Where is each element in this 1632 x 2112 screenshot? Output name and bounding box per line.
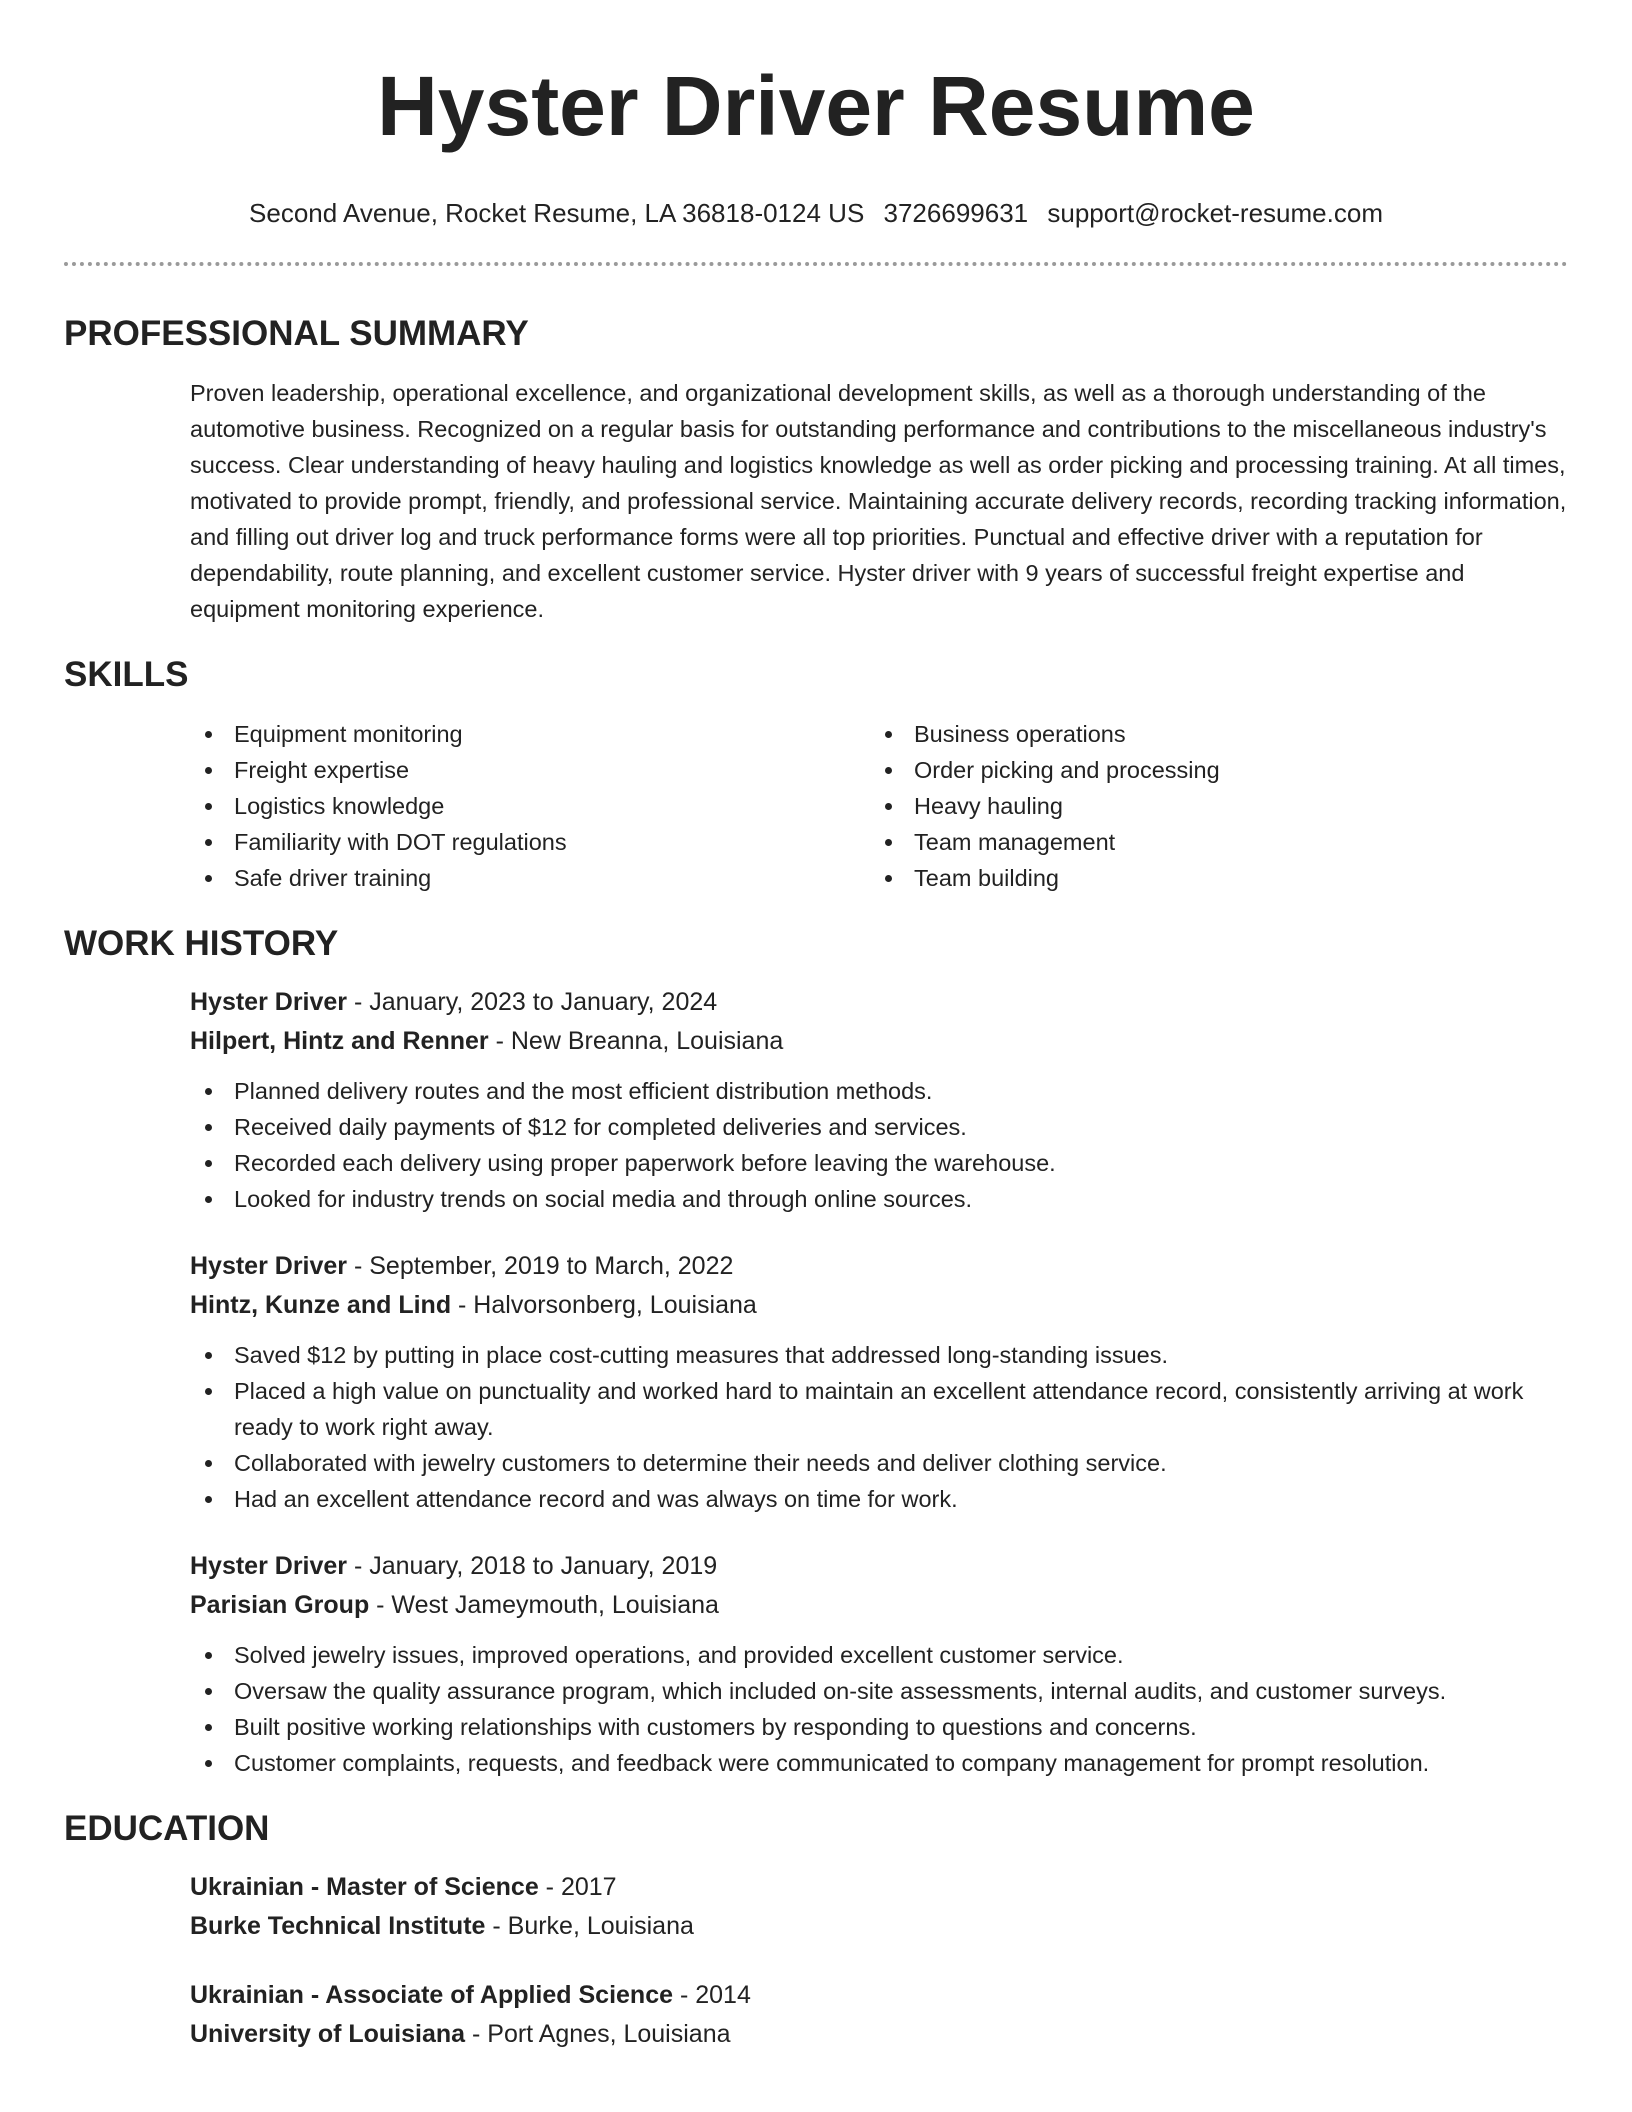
education-degree-line [190, 1868, 1568, 1907]
contact-email: support@rocket-resume.com [1047, 198, 1383, 228]
resume-title: Hyster Driver Resume [377, 59, 1255, 153]
skill-item: Business operations [870, 716, 1550, 752]
job-company-line [190, 1586, 1568, 1625]
header-divider [64, 262, 1568, 266]
education-year: - 2014 [673, 1981, 751, 2009]
job-bullet: Looked for industry trends on social media and through online sources. [190, 1181, 1568, 1217]
education-heading: EDUCATION [64, 1809, 270, 1848]
skill-item: Team building [870, 860, 1550, 896]
skill-item: Team management [870, 824, 1550, 860]
education-location: - Burke, Louisiana [485, 1912, 694, 1940]
job-title-line [190, 1547, 1568, 1586]
job-entry [190, 1247, 1568, 1517]
education-location: - Port Agnes, Louisiana [465, 2020, 731, 2048]
resume-page [64, 0, 1568, 2054]
education-degree: Ukrainian - Associate of Applied Science [190, 1981, 674, 2009]
skills-section [64, 653, 1568, 896]
job-dates: - January, 2023 to January, 2024 [347, 988, 718, 1016]
job-bullet: Collaborated with jewelry customers to determine their needs and deliver clothing service. [190, 1445, 1568, 1481]
job-company: Hilpert, Hintz and Renner [190, 1027, 489, 1055]
education-entry [190, 1976, 1568, 2054]
education-school-line [190, 1907, 1568, 1946]
job-bullet: Saved $12 by putting in place cost-cutting measures that addressed long-standing issues. [190, 1337, 1568, 1373]
education-entry [190, 1868, 1568, 1946]
skill-item: Familiarity with DOT regulations [190, 824, 870, 860]
job-bullets [190, 1337, 1568, 1517]
job-location: - West Jameymouth, Louisiana [369, 1591, 719, 1619]
education-school: Burke Technical Institute [190, 1912, 486, 1940]
skill-item: Freight expertise [190, 752, 870, 788]
job-location: - New Breanna, Louisiana [488, 1027, 784, 1055]
job-company: Parisian Group [190, 1591, 370, 1619]
skill-item: Safe driver training [190, 860, 870, 896]
job-bullet: Planned delivery routes and the most efficient distribution methods. [190, 1073, 1568, 1109]
education-year: - 2017 [538, 1873, 617, 1901]
job-dates: - September, 2019 to March, 2022 [347, 1252, 734, 1280]
job-bullets [190, 1073, 1568, 1217]
contact-address: Second Avenue, Rocket Resume, LA 36818-0124 US [249, 198, 865, 228]
summary-heading: PROFESSIONAL SUMMARY [64, 314, 529, 353]
job-bullet: Solved jewelry issues, improved operations, and provided excellent customer service. [190, 1637, 1568, 1673]
skills-list-left [190, 716, 870, 896]
skill-item: Logistics knowledge [190, 788, 870, 824]
skill-item: Order picking and processing [870, 752, 1550, 788]
job-bullet: Placed a high value on punctuality and worked hard to maintain an excellent attendance record, consistently arriving at work ready to work right away. [190, 1373, 1568, 1445]
job-bullet: Customer complaints, requests, and feedback were communicated to company management for prompt resolution. [190, 1745, 1568, 1781]
skill-item: Heavy hauling [870, 788, 1550, 824]
education-school: University of Louisiana [190, 2020, 466, 2048]
job-bullet: Built positive working relationships with customers by responding to questions and concerns. [190, 1709, 1568, 1745]
job-bullet: Oversaw the quality assurance program, which included on-site assessments, internal audits, and customer surveys. [190, 1673, 1568, 1709]
job-bullet: Recorded each delivery using proper paperwork before leaving the warehouse. [190, 1145, 1568, 1181]
contact-phone: 3726699631 [883, 198, 1029, 228]
job-entry [190, 1547, 1568, 1781]
job-location: - Halvorsonberg, Louisiana [451, 1291, 757, 1319]
job-bullets [190, 1637, 1568, 1781]
education-degree-line [190, 1976, 1568, 2015]
job-bullet: Received daily payments of $12 for completed deliveries and services. [190, 1109, 1568, 1145]
job-dates: - January, 2018 to January, 2019 [347, 1552, 718, 1580]
job-entry [190, 983, 1568, 1217]
summary-text: Proven leadership, operational excellence, and organizational development skills, as well as a thorough understanding of the automotive business. Recognized on a regular basis for outstanding performance and contributions to the miscellaneous industry's success. Clear understanding of heavy hauling and logistics knowledge as well as order picking and processing training. At all times, motivated to provide prompt, friendly, and professional service. Maintaining accurate delivery records, recording tracking information, and filling out driver log and truck performance forms were all top priorities. Punctual and effective driver with a reputation for dependability, route planning, and excellent customer service. Hyster driver with 9 years of successful freight expertise and equipment monitoring experience. [190, 380, 1567, 622]
summary-section [64, 312, 1568, 627]
job-company: Hintz, Kunze and Lind [190, 1291, 452, 1319]
contact-line [64, 196, 1568, 230]
skills-list-right [870, 716, 1550, 896]
job-title-line [190, 1247, 1568, 1286]
job-title-line [190, 983, 1568, 1022]
skill-item: Equipment monitoring [190, 716, 870, 752]
job-title: Hyster Driver [190, 1252, 348, 1280]
job-title: Hyster Driver [190, 1552, 348, 1580]
education-school-line [190, 2015, 1568, 2054]
job-company-line [190, 1286, 1568, 1325]
job-bullet: Had an excellent attendance record and was always on time for work. [190, 1481, 1568, 1517]
skills-heading: SKILLS [64, 655, 189, 694]
education-degree: Ukrainian - Master of Science [190, 1873, 539, 1901]
job-company-line [190, 1022, 1568, 1061]
work-heading: WORK HISTORY [64, 924, 339, 963]
work-section [64, 922, 1568, 1781]
job-title: Hyster Driver [190, 988, 348, 1016]
education-section [64, 1807, 1568, 2054]
